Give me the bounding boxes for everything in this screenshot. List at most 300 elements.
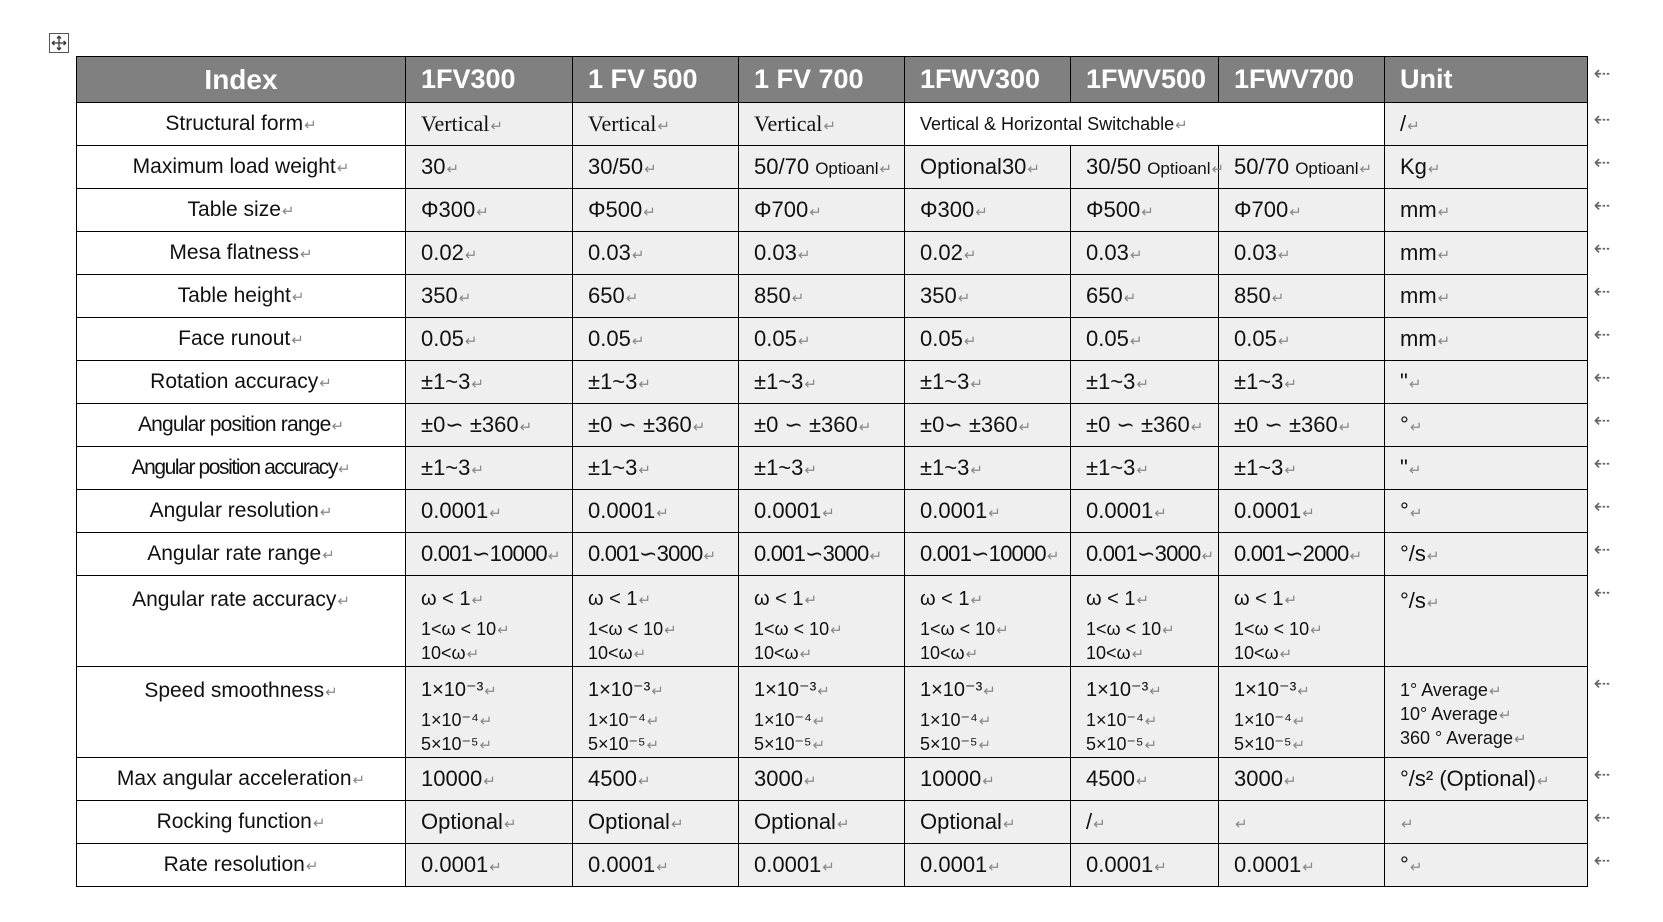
paragraph-mark-icon: ↵ — [1175, 116, 1188, 134]
paragraph-mark-icon: ↵ — [464, 333, 478, 350]
value-cell: Optional↵ — [573, 801, 739, 844]
row-label: Speed smoothness↵ — [77, 667, 406, 758]
stacked-value-cell: ω < 1↵ 1<ω < 10↵ 10<ω↵ — [905, 576, 1071, 667]
value-cell: 0.0001↵ — [406, 844, 573, 887]
paragraph-mark-icon: ↵ — [291, 332, 304, 349]
row-label: Rotation accuracy↵ — [77, 361, 406, 404]
paragraph-mark-icon: ↵ — [978, 737, 992, 754]
stacked-value-cell: 1×10⁻³↵ 1×10⁻⁴↵ 5×10⁻⁵↵ — [406, 667, 573, 758]
paragraph-mark-icon: ↵ — [803, 773, 817, 790]
paragraph-mark-icon: ↵ — [657, 119, 670, 135]
value-cell: Vertical↵ — [406, 103, 573, 146]
value-cell: 10000↵ — [406, 758, 573, 801]
paragraph-mark-icon: ↵ — [1284, 462, 1297, 479]
value-cell: Optional↵ — [739, 801, 905, 844]
value-cell: 0.02↵ — [406, 232, 573, 275]
paragraph-mark-icon: ↵ — [1338, 419, 1352, 436]
paragraph-mark-icon: ↵ — [1359, 161, 1373, 178]
paragraph-mark-icon: ↵ — [490, 119, 503, 135]
value-cell: 350↵ — [406, 275, 573, 318]
paragraph-mark-icon: ↵ — [1284, 376, 1297, 393]
paragraph-mark-icon: ↵ — [1488, 683, 1502, 700]
paragraph-mark-icon: ↵ — [1401, 816, 1414, 833]
row-end-mark-icon: ⇠ — [1593, 151, 1611, 174]
paragraph-mark-icon: ↵ — [1271, 290, 1285, 307]
unit-cell: °/s↵ — [1385, 533, 1588, 576]
value-cell: ±1~3↵ — [1071, 361, 1219, 404]
header-1fv500: 1 FV 500 — [573, 57, 739, 103]
table-row — [77, 404, 1588, 447]
paragraph-mark-icon: ↵ — [1349, 548, 1363, 565]
paragraph-mark-icon: ↵ — [1211, 161, 1225, 178]
stacked-value-cell: 1×10⁻³↵ 1×10⁻⁴↵ 5×10⁻⁵↵ — [1219, 667, 1385, 758]
table-row — [77, 533, 1588, 576]
value-cell: Φ700↵ — [739, 189, 905, 232]
paragraph-mark-icon: ↵ — [331, 418, 345, 435]
paragraph-mark-icon: ↵ — [791, 290, 805, 307]
paragraph-mark-icon: ↵ — [1409, 419, 1423, 436]
value-cell: 0.0001↵ — [1071, 844, 1219, 887]
paragraph-mark-icon: ↵ — [1437, 290, 1451, 307]
row-label: Rocking function↵ — [77, 801, 406, 844]
value-cell: 650↵ — [1071, 275, 1219, 318]
paragraph-mark-icon: ↵ — [471, 462, 484, 479]
unit-cell: mm↵ — [1385, 232, 1588, 275]
value-cell: 30/50 Optioanl↵ — [1071, 146, 1219, 189]
paragraph-mark-icon: ↵ — [637, 773, 651, 790]
paragraph-mark-icon: ↵ — [352, 772, 366, 789]
paragraph-mark-icon: ↵ — [304, 117, 317, 134]
value-cell: ±1~3↵ — [406, 447, 573, 490]
value-cell: 0.0001↵ — [573, 490, 739, 533]
paragraph-mark-icon: ↵ — [1437, 204, 1451, 221]
paragraph-mark-icon: ↵ — [1162, 622, 1175, 639]
value-cell: 350↵ — [905, 275, 1071, 318]
stacked-value-cell: ω < 1↵ 1<ω < 10↵ 10<ω↵ — [573, 576, 739, 667]
paragraph-mark-icon: ↵ — [1136, 376, 1149, 393]
row-label: Rate resolution↵ — [77, 844, 406, 887]
table-header-row — [77, 57, 1588, 103]
table-row — [77, 801, 1588, 844]
paragraph-mark-icon: ↵ — [625, 290, 639, 307]
value-cell: ±0 ∽ ±360↵ — [1071, 404, 1219, 447]
value-cell: Φ700↵ — [1219, 189, 1385, 232]
value-cell: 50/70 Optioanl↵ — [1219, 146, 1385, 189]
row-label: Angular rate range↵ — [77, 533, 406, 576]
row-end-mark-icon: ⇠ — [1593, 538, 1611, 561]
value-cell: 0.001∽3000↵ — [573, 533, 739, 576]
paragraph-mark-icon: ↵ — [996, 622, 1009, 639]
paragraph-mark-icon: ↵ — [446, 161, 460, 178]
paragraph-mark-icon: ↵ — [1144, 737, 1158, 754]
paragraph-mark-icon: ↵ — [489, 859, 502, 876]
value-cell: Optional↵ — [406, 801, 573, 844]
paragraph-mark-icon: ↵ — [1046, 548, 1060, 565]
value-cell: ±1~3↵ — [739, 361, 905, 404]
row-label: Face runout↵ — [77, 318, 406, 361]
paragraph-mark-icon: ↵ — [322, 547, 335, 564]
paragraph-mark-icon: ↵ — [479, 713, 493, 730]
paragraph-mark-icon: ↵ — [646, 737, 660, 754]
paragraph-mark-icon: ↵ — [631, 247, 645, 264]
paragraph-mark-icon: ↵ — [458, 290, 472, 307]
paragraph-mark-icon: ↵ — [319, 504, 333, 521]
value-cell: 0.001∽10000↵ — [406, 533, 573, 576]
paragraph-mark-icon: ↵ — [970, 462, 983, 479]
value-cell: 0.03↵ — [1071, 232, 1219, 275]
paragraph-mark-icon: ↵ — [1093, 816, 1106, 833]
paragraph-mark-icon: ↵ — [1409, 859, 1423, 876]
paragraph-mark-icon: ↵ — [1498, 707, 1512, 724]
paragraph-mark-icon: ↵ — [281, 203, 295, 220]
value-cell: 0.0001↵ — [739, 490, 905, 533]
paragraph-mark-icon: ↵ — [817, 683, 830, 700]
paragraph-mark-icon: ↵ — [656, 859, 669, 876]
stacked-value-cell: ω < 1↵ 1<ω < 10↵ 10<ω↵ — [406, 576, 573, 667]
value-cell: ±0 ∽ ±360↵ — [573, 404, 739, 447]
paragraph-mark-icon: ↵ — [319, 375, 332, 392]
value-cell: 0.05↵ — [1071, 318, 1219, 361]
row-end-mark-icon: ⇠ — [1593, 672, 1611, 695]
value-cell: 0.001∽3000↵ — [1071, 533, 1219, 576]
paragraph-mark-icon: ↵ — [975, 204, 988, 221]
value-cell: Optional30↵ — [905, 146, 1071, 189]
paragraph-mark-icon: ↵ — [1154, 859, 1167, 876]
value-cell: 0.0001↵ — [573, 844, 739, 887]
row-label: Mesa flatness↵ — [77, 232, 406, 275]
paragraph-mark-icon: ↵ — [1154, 505, 1167, 522]
unit-cell: °/s² (Optional)↵ — [1385, 758, 1588, 801]
stacked-value-cell: 1×10⁻³↵ 1×10⁻⁴↵ 5×10⁻⁵↵ — [739, 667, 905, 758]
table-row — [77, 232, 1588, 275]
paragraph-mark-icon: ↵ — [1135, 773, 1149, 790]
paragraph-mark-icon: ↵ — [633, 646, 647, 663]
paragraph-mark-icon: ↵ — [1437, 333, 1451, 350]
unit-cell: mm↵ — [1385, 275, 1588, 318]
value-cell: Φ500↵ — [573, 189, 739, 232]
table-row — [77, 758, 1588, 801]
value-cell: 0.0001↵ — [1219, 844, 1385, 887]
paragraph-mark-icon: ↵ — [836, 816, 850, 833]
value-cell: Φ500↵ — [1071, 189, 1219, 232]
paragraph-mark-icon: ↵ — [1123, 290, 1137, 307]
paragraph-mark-icon: ↵ — [638, 462, 651, 479]
paragraph-mark-icon: ↵ — [291, 289, 305, 306]
unit-cell — [1385, 801, 1588, 844]
value-cell: 3000↵ — [1219, 758, 1385, 801]
paragraph-mark-icon: ↵ — [822, 505, 835, 522]
paragraph-mark-icon: ↵ — [1536, 773, 1550, 790]
paragraph-mark-icon: ↵ — [988, 505, 1001, 522]
paragraph-mark-icon: ↵ — [804, 462, 817, 479]
paragraph-mark-icon: ↵ — [464, 247, 478, 264]
paragraph-mark-icon: ↵ — [809, 204, 822, 221]
spec-table — [76, 56, 1588, 887]
unit-cell: "↵ — [1385, 447, 1588, 490]
paragraph-mark-icon: ↵ — [484, 683, 497, 700]
value-cell: Φ300↵ — [406, 189, 573, 232]
row-label: Angular rate accuracy↵ — [77, 576, 406, 667]
value-cell: 0.05↵ — [739, 318, 905, 361]
paragraph-mark-icon: ↵ — [1277, 247, 1291, 264]
value-cell: 850↵ — [1219, 275, 1385, 318]
value-cell: 0.02↵ — [905, 232, 1071, 275]
paragraph-mark-icon: ↵ — [1136, 462, 1149, 479]
value-cell: 850↵ — [739, 275, 905, 318]
paragraph-mark-icon: ↵ — [670, 816, 684, 833]
value-cell: 650↵ — [573, 275, 739, 318]
value-cell: 3000↵ — [739, 758, 905, 801]
paragraph-mark-icon: ↵ — [869, 548, 883, 565]
row-label: Angular position range↵ — [77, 404, 406, 447]
value-cell: 0.0001↵ — [1071, 490, 1219, 533]
value-cell: 50/70 Optioanl↵ — [739, 146, 905, 189]
value-cell: 0.03↵ — [573, 232, 739, 275]
row-end-mark-icon: ⇠ — [1593, 323, 1611, 346]
paragraph-mark-icon: ↵ — [879, 161, 893, 178]
value-cell: 0.001∽10000↵ — [905, 533, 1071, 576]
stacked-value-cell: 1×10⁻³↵ 1×10⁻⁴↵ 5×10⁻⁵↵ — [905, 667, 1071, 758]
paragraph-mark-icon: ↵ — [299, 246, 313, 263]
value-cell: 10000↵ — [905, 758, 1071, 801]
value-cell: Φ300↵ — [905, 189, 1071, 232]
value-cell: ±1~3↵ — [573, 361, 739, 404]
paragraph-mark-icon: ↵ — [337, 461, 351, 478]
paragraph-mark-icon: ↵ — [1292, 737, 1306, 754]
unit-cell: 1° Average↵ 10° Average↵ 360 ° Average↵ — [1385, 667, 1588, 758]
paragraph-mark-icon: ↵ — [804, 376, 817, 393]
paragraph-mark-icon: ↵ — [336, 160, 350, 177]
unit-cell: °↵ — [1385, 490, 1588, 533]
paragraph-mark-icon: ↵ — [1190, 419, 1204, 436]
paragraph-mark-icon: ↵ — [1279, 646, 1293, 663]
unit-cell: /↵ — [1385, 103, 1588, 146]
row-label: Maximum load weight↵ — [77, 146, 406, 189]
paragraph-mark-icon: ↵ — [664, 622, 677, 639]
paragraph-mark-icon: ↵ — [497, 622, 510, 639]
paragraph-mark-icon: ↵ — [982, 773, 995, 790]
paragraph-mark-icon: ↵ — [1409, 505, 1423, 522]
paragraph-mark-icon: ↵ — [503, 816, 517, 833]
unit-cell: "↵ — [1385, 361, 1588, 404]
paragraph-mark-icon: ↵ — [519, 419, 533, 436]
paragraph-mark-icon: ↵ — [988, 859, 1001, 876]
row-end-mark-icon: ⇠ — [1593, 452, 1611, 475]
table-row — [77, 576, 1588, 667]
paragraph-mark-icon: ↵ — [638, 376, 651, 393]
unit-cell: °↵ — [1385, 404, 1588, 447]
table-row — [77, 103, 1588, 146]
value-cell: Optional↵ — [905, 801, 1071, 844]
paragraph-mark-icon: ↵ — [1277, 333, 1291, 350]
stacked-value-cell: ω < 1↵ 1<ω < 10↵ 10<ω↵ — [1219, 576, 1385, 667]
unit-cell: °↵ — [1385, 844, 1588, 887]
paragraph-mark-icon: ↵ — [1408, 376, 1422, 393]
paragraph-mark-icon: ↵ — [799, 646, 813, 663]
table-row — [77, 361, 1588, 404]
value-cell: 0.03↵ — [1219, 232, 1385, 275]
value-cell: ±1~3↵ — [573, 447, 739, 490]
paragraph-mark-icon: ↵ — [804, 592, 818, 609]
value-cell: ±1~3↵ — [1219, 361, 1385, 404]
paragraph-mark-icon: ↵ — [978, 713, 992, 730]
paragraph-mark-icon: ↵ — [970, 592, 984, 609]
value-cell: 30/50↵ — [573, 146, 739, 189]
value-cell: 0.03↵ — [739, 232, 905, 275]
row-label: Angular position accuracy↵ — [77, 447, 406, 490]
paragraph-mark-icon: ↵ — [638, 592, 652, 609]
paragraph-mark-icon: ↵ — [1129, 247, 1143, 264]
paragraph-mark-icon: ↵ — [963, 333, 977, 350]
unit-cell: mm↵ — [1385, 318, 1588, 361]
paragraph-mark-icon: ↵ — [957, 290, 971, 307]
value-cell: ±1~3↵ — [406, 361, 573, 404]
paragraph-mark-icon: ↵ — [1235, 816, 1248, 833]
paragraph-mark-icon: ↵ — [797, 333, 811, 350]
paragraph-mark-icon: ↵ — [797, 247, 811, 264]
paragraph-mark-icon: ↵ — [963, 247, 977, 264]
value-cell: 0.001∽3000↵ — [739, 533, 905, 576]
table-row — [77, 318, 1588, 361]
paragraph-mark-icon: ↵ — [479, 737, 493, 754]
row-end-mark-icon: ⇠ — [1593, 108, 1611, 131]
row-label: Angular resolution↵ — [77, 490, 406, 533]
row-end-mark-icon: ⇠ — [1593, 849, 1611, 872]
stacked-value-cell: 1×10⁻³↵ 1×10⁻⁴↵ 5×10⁻⁵↵ — [573, 667, 739, 758]
row-end-mark-icon: ⇠ — [1593, 62, 1611, 85]
paragraph-mark-icon: ↵ — [305, 858, 319, 875]
paragraph-mark-icon: ↵ — [1292, 713, 1306, 730]
value-cell: 0.001∽2000↵ — [1219, 533, 1385, 576]
paragraph-mark-icon: ↵ — [1027, 161, 1040, 178]
row-end-mark-icon: ⇠ — [1593, 409, 1611, 432]
paragraph-mark-icon: ↵ — [646, 713, 660, 730]
row-end-mark-icon: ⇠ — [1593, 581, 1611, 604]
paragraph-mark-icon: ↵ — [1310, 622, 1323, 639]
value-cell: ±0 ∽ ±360↵ — [1219, 404, 1385, 447]
value-cell: 30↵ — [406, 146, 573, 189]
value-cell-merged: Vertical & Horizontal Switchable↵ — [905, 103, 1385, 146]
paragraph-mark-icon: ↵ — [466, 646, 480, 663]
paragraph-mark-icon: ↵ — [1407, 118, 1420, 135]
value-cell: 0.0001↵ — [739, 844, 905, 887]
value-cell: ±0∽ ±360↵ — [406, 404, 573, 447]
paragraph-mark-icon: ↵ — [970, 376, 983, 393]
table-row — [77, 189, 1588, 232]
paragraph-mark-icon: ↵ — [483, 773, 496, 790]
unit-cell: Kg↵ — [1385, 146, 1588, 189]
table-row — [77, 667, 1588, 758]
row-end-mark-icon: ⇠ — [1593, 280, 1611, 303]
row-label: Table height↵ — [77, 275, 406, 318]
row-end-mark-icon: ⇠ — [1593, 495, 1611, 518]
paragraph-mark-icon: ↵ — [325, 684, 338, 701]
paragraph-mark-icon: ↵ — [1129, 333, 1143, 350]
paragraph-mark-icon: ↵ — [1302, 859, 1315, 876]
row-end-mark-icon: ⇠ — [1593, 237, 1611, 260]
paragraph-mark-icon: ↵ — [692, 419, 706, 436]
paragraph-mark-icon: ↵ — [1426, 548, 1440, 565]
value-cell: Vertical↵ — [739, 103, 905, 146]
paragraph-mark-icon: ↵ — [1289, 204, 1302, 221]
row-label: Table size↵ — [77, 189, 406, 232]
paragraph-mark-icon: ↵ — [471, 592, 485, 609]
paragraph-mark-icon: ↵ — [858, 419, 872, 436]
paragraph-mark-icon: ↵ — [703, 548, 717, 565]
paragraph-mark-icon: ↵ — [312, 815, 326, 832]
value-cell: ±1~3↵ — [905, 361, 1071, 404]
row-end-mark-icon: ⇠ — [1593, 194, 1611, 217]
value-cell: /↵ — [1071, 801, 1219, 844]
paragraph-mark-icon: ↵ — [983, 683, 996, 700]
paragraph-mark-icon: ↵ — [489, 505, 502, 522]
header-1fv300: 1FV300 — [406, 57, 573, 103]
value-cell: ±1~3↵ — [739, 447, 905, 490]
paragraph-mark-icon: ↵ — [1131, 646, 1145, 663]
value-cell: ±0∽ ±360↵ — [905, 404, 1071, 447]
paragraph-mark-icon: ↵ — [1302, 505, 1315, 522]
paragraph-mark-icon: ↵ — [644, 161, 657, 178]
paragraph-mark-icon: ↵ — [1426, 595, 1440, 612]
value-cell — [1219, 801, 1385, 844]
header-1fv700: 1 FV 700 — [739, 57, 905, 103]
paragraph-mark-icon: ↵ — [651, 683, 664, 700]
table-row — [77, 447, 1588, 490]
header-1fwv700: 1FWV700 — [1219, 57, 1385, 103]
paragraph-mark-icon: ↵ — [631, 333, 645, 350]
row-end-mark-icon: ⇠ — [1593, 366, 1611, 389]
value-cell: 0.05↵ — [905, 318, 1071, 361]
unit-cell: °/s↵ — [1385, 576, 1588, 667]
paragraph-mark-icon: ↵ — [471, 376, 484, 393]
stacked-value-cell: ω < 1↵ 1<ω < 10↵ 10<ω↵ — [739, 576, 905, 667]
value-cell: 4500↵ — [573, 758, 739, 801]
value-cell: 0.05↵ — [573, 318, 739, 361]
value-cell: Vertical↵ — [573, 103, 739, 146]
paragraph-mark-icon: ↵ — [547, 548, 561, 565]
paragraph-mark-icon: ↵ — [1002, 816, 1016, 833]
table-move-handle-icon[interactable] — [49, 33, 69, 53]
value-cell: 0.0001↵ — [905, 490, 1071, 533]
value-cell: 0.0001↵ — [406, 490, 573, 533]
paragraph-mark-icon: ↵ — [830, 622, 843, 639]
paragraph-mark-icon: ↵ — [1284, 592, 1298, 609]
table-row — [77, 275, 1588, 318]
paragraph-mark-icon: ↵ — [1018, 419, 1032, 436]
header-unit: Unit — [1385, 57, 1588, 103]
value-cell: ±1~3↵ — [905, 447, 1071, 490]
value-cell: 0.0001↵ — [905, 844, 1071, 887]
paragraph-mark-icon: ↵ — [1136, 592, 1150, 609]
paragraph-mark-icon: ↵ — [1141, 204, 1154, 221]
paragraph-mark-icon: ↵ — [1144, 713, 1158, 730]
paragraph-mark-icon: ↵ — [812, 713, 826, 730]
paragraph-mark-icon: ↵ — [1437, 247, 1451, 264]
stacked-value-cell: ω < 1↵ 1<ω < 10↵ 10<ω↵ — [1071, 576, 1219, 667]
value-cell: 4500↵ — [1071, 758, 1219, 801]
stacked-value-cell: 1×10⁻³↵ 1×10⁻⁴↵ 5×10⁻⁵↵ — [1071, 667, 1219, 758]
table-row — [77, 146, 1588, 189]
table-row — [77, 844, 1588, 887]
paragraph-mark-icon: ↵ — [822, 859, 835, 876]
paragraph-mark-icon: ↵ — [476, 204, 489, 221]
row-end-mark-icon: ⇠ — [1593, 806, 1611, 829]
header-1fwv500: 1FWV500 — [1071, 57, 1219, 103]
paragraph-mark-icon: ↵ — [1283, 773, 1297, 790]
paragraph-mark-icon: ↵ — [965, 646, 979, 663]
value-cell: ±0 ∽ ±360↵ — [739, 404, 905, 447]
paragraph-mark-icon: ↵ — [823, 119, 836, 135]
